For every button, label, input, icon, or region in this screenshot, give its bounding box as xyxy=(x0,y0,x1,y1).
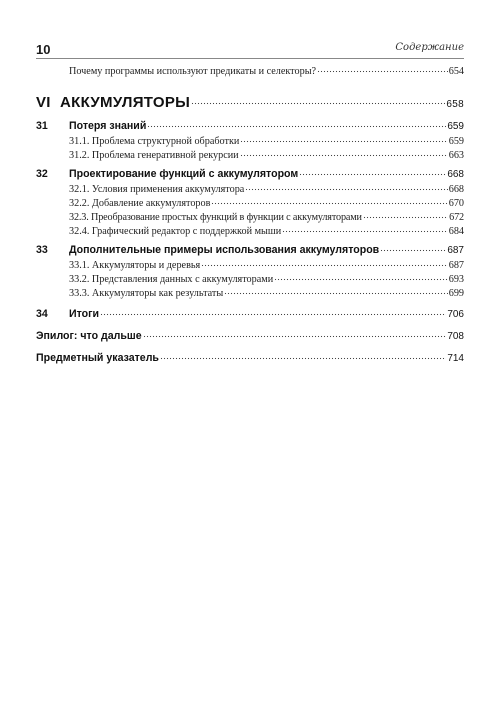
chapter-page: 659 xyxy=(447,121,464,132)
chapter-number: 33 xyxy=(36,244,48,256)
chapter-page: 668 xyxy=(447,169,464,180)
section-title: 31.2. Проблема генеративной рекурсии xyxy=(69,150,239,162)
toc-chapter-33[interactable] xyxy=(36,242,464,258)
chapter-page: 687 xyxy=(447,245,464,256)
section-page: 693 xyxy=(448,274,464,286)
section-page: 670 xyxy=(448,198,464,210)
leader-dots xyxy=(211,196,447,206)
leader-dots xyxy=(160,350,446,361)
index-title: Предметный указатель xyxy=(36,352,159,364)
toc-section-32-2[interactable] xyxy=(36,196,464,210)
leader-dots xyxy=(191,92,445,107)
leader-dots xyxy=(317,64,448,74)
toc-section-33-3[interactable] xyxy=(36,286,464,300)
page-number: 10 xyxy=(36,42,51,57)
index-page: 714 xyxy=(447,353,464,364)
part-page: 658 xyxy=(446,99,464,110)
part-number: VI xyxy=(36,94,51,111)
chapter-page: 706 xyxy=(447,309,464,320)
toc-section-33-1[interactable] xyxy=(36,258,464,272)
leader-dots xyxy=(240,148,448,158)
leader-dots xyxy=(274,272,448,282)
leader-dots xyxy=(282,224,448,234)
toc-chapter-34[interactable] xyxy=(36,306,464,322)
chapter-title: Потеря знаний xyxy=(69,120,147,132)
toc-section-32-1[interactable] xyxy=(36,182,464,196)
section-page: 663 xyxy=(448,150,464,162)
page-header xyxy=(36,42,464,59)
chapter-title: Итоги xyxy=(69,308,100,320)
leader-dots xyxy=(363,210,448,220)
toc-section-32-3[interactable] xyxy=(36,210,464,224)
toc-section-31-2[interactable] xyxy=(36,148,464,162)
section-page: 684 xyxy=(448,226,464,238)
leader-dots xyxy=(380,242,446,253)
toc-index[interactable] xyxy=(36,350,464,366)
chapter-title: Проектирование функций с аккумулятором xyxy=(69,168,299,180)
toc-section-33-2[interactable] xyxy=(36,272,464,286)
part-title: АККУМУЛЯТОРЫ xyxy=(60,94,191,111)
leader-dots xyxy=(201,258,448,268)
leader-dots xyxy=(245,182,447,192)
toc-epilog[interactable] xyxy=(36,328,464,344)
toc-part-vi[interactable] xyxy=(36,92,464,114)
running-title: Содержание xyxy=(395,42,464,53)
chapter-number: 31 xyxy=(36,120,48,132)
section-page: 659 xyxy=(448,136,464,148)
toc-entry-pre[interactable] xyxy=(36,64,464,78)
leader-dots xyxy=(224,286,447,296)
toc-chapter-31[interactable] xyxy=(36,118,464,134)
section-page: 672 xyxy=(449,212,464,224)
section-title: 33.2. Представления данных с аккумуляторами xyxy=(69,274,274,286)
section-title: 32.1. Условия применения аккумулятора xyxy=(69,184,245,196)
toc-chapter-32[interactable] xyxy=(36,166,464,182)
section-page: 699 xyxy=(448,288,464,300)
section-title: 33.1. Аккумуляторы и деревья xyxy=(69,260,201,272)
table-of-contents xyxy=(36,62,464,366)
section-title: 33.3. Аккумуляторы как результаты xyxy=(69,288,224,300)
section-title: 32.4. Графический редактор с поддержкой мыши xyxy=(69,226,282,238)
toc-section-31-1[interactable] xyxy=(36,134,464,148)
leader-dots xyxy=(147,118,446,129)
section-title: 32.3. Преобразование простых функций в функции с аккумуляторами xyxy=(69,212,362,224)
section-page: 668 xyxy=(448,184,464,196)
leader-dots xyxy=(100,306,446,317)
epilog-title: Эпилог: что дальше xyxy=(36,330,142,342)
chapter-title: Дополнительные примеры использования аккумуляторов xyxy=(69,244,380,256)
section-title: 32.2. Добавление аккумуляторов xyxy=(69,198,211,210)
section-page: 687 xyxy=(448,260,464,272)
toc-section-32-4[interactable] xyxy=(36,224,464,238)
epilog-page: 708 xyxy=(447,331,464,342)
toc-entry-page: 654 xyxy=(448,66,464,78)
chapter-number: 34 xyxy=(36,308,48,320)
leader-dots xyxy=(299,166,446,177)
toc-entry-title: Почему программы используют предикаты и селекторы? xyxy=(69,66,317,78)
chapter-number: 32 xyxy=(36,168,48,180)
leader-dots xyxy=(143,328,447,339)
section-title: 31.1. Проблема структурной обработки xyxy=(69,136,240,148)
leader-dots xyxy=(240,134,447,144)
